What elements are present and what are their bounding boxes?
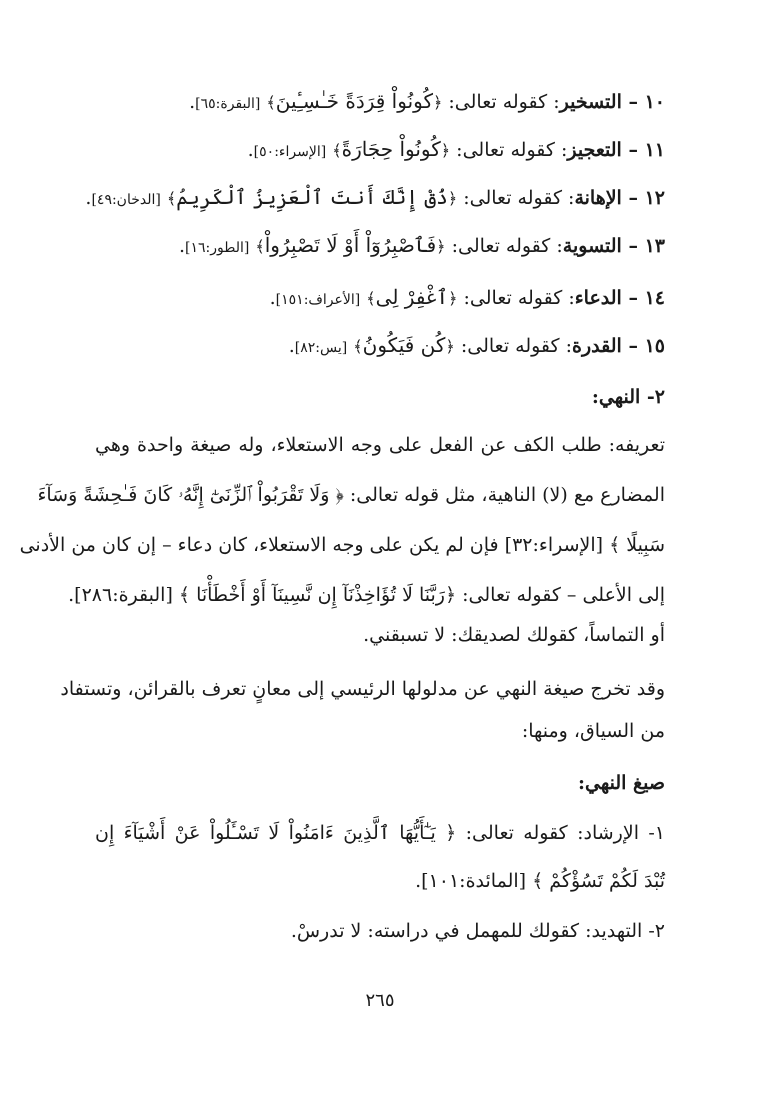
item-term: الدعاء [574, 287, 622, 309]
item-term: الإهانة [574, 187, 622, 209]
definition-line: تعريفه: طلب الكف عن الفعل على وجه الاستعلاء، وله صيغة واحدة وهي [95, 434, 665, 456]
list-item: ١١ – التعجيز: كقوله تعالى: ﴿كُونُواْ حِجَارَةً﴾ [الإسراء:٥٠]. [247, 137, 665, 161]
item-term: القدرة [572, 335, 622, 357]
item-intro: : كقوله تعالى: [457, 187, 575, 209]
section-heading: ٢- النهي: [591, 386, 665, 408]
verse-reference: [الإسراء:٥٠] [253, 144, 327, 160]
verse-reference: [الأعراف:١٥١] [275, 292, 361, 308]
page-number: ٢٦٥ [365, 990, 395, 1011]
item-number: ١٢ [644, 187, 665, 209]
item-number: ١٠ [644, 91, 665, 113]
definition-line: سَبِيلًا ﴾ [الإسراء:٣٢] فإن لم يكن على وجه الاستعلاء، كان دعاء – إن كان من الأدنى [19, 534, 665, 556]
definition-line: إلى الأعلى – كقوله تعالى: ﴿رَبَّنَا لَا تُؤَاخِذْنَآ إِن نَّسِينَآ أَوْ أَخْطَأْنَا ﴾ [البقرة:٢٨٦]. [68, 584, 665, 606]
subheading: صيغ النهي: [577, 772, 665, 794]
item-intro: : كقوله تعالى: [445, 235, 563, 257]
item-intro: : كقوله تعالى: [457, 287, 575, 309]
verse-reference: [يس:٨٢] [294, 340, 348, 356]
paragraph-line: من السياق، ومنها: [521, 720, 665, 742]
definition-line: المضارع مع (لا) الناهية، مثل قوله تعالى: ﴿ وَلَا تَقْرَبُواْ ٱلزِّنَىٰٓ إِنَّهُۥ كَانَ فَـٰحِشَةً وَسَآءَ [37, 484, 665, 506]
list-item: ١٥ – القدرة: كقوله تعالى: ﴿كُن فَيَكُونُ﴾ [يس:٨٢]. [288, 333, 665, 357]
verse-reference: [الدخان:٤٩] [91, 192, 161, 208]
item-number: ١٥ [644, 335, 665, 357]
form-line: ٢- التهديد: كقولك للمهمل في دراسته: لا تدرسْ. [290, 920, 665, 942]
definition-line: أو التماساً، كقولك لصديقك: لا تسبقني. [363, 624, 665, 646]
list-item: ١٣ – التسوية: كقوله تعالى: ﴿فَٱصْبِرُوٓاْ أَوْ لَا تَصْبِرُواْ﴾ [الطور:١٦]. [178, 233, 665, 257]
form-line: ١- الإرشاد: كقوله تعالى: ﴿ يَـٰٓأَيُّهَا ٱلَّذِينَ ءَامَنُواْ لَا تَسْـَٔلُواْ عَنْ أَشْيَآءَ إِن [95, 822, 665, 844]
item-intro: : كقوله تعالى: [450, 139, 568, 161]
item-intro: : كقوله تعالى: [454, 335, 573, 357]
item-number: ١١ [644, 139, 665, 161]
paragraph-line: وقد تخرج صيغة النهي عن مدلولها الرئيسي إلى معانٍ تعرف بالقرائن، وتستفاد [60, 678, 665, 700]
quran-verse: فَٱصْبِرُوٓاْ أَوْ لَا تَصْبِرُواْ [264, 233, 437, 257]
quran-verse: كُونُواْ قِرَدَةً خَـٰسِـِٔينَ [275, 89, 433, 113]
form-line: تُبْدَ لَكُمْ تَسُؤْكُمْ ﴾ [المائدة:١٠١]. [415, 870, 665, 892]
item-term: التسوية [562, 235, 622, 257]
page-body [19, 0, 665, 1104]
verse-reference: [البقرة:٦٥] [195, 96, 261, 112]
item-term: التعجيز [567, 139, 622, 161]
list-item: ١٤ – الدعاء: كقوله تعالى: ﴿ٱغْفِرْ لِى﴾ [الأعراف:١٥١]. [269, 285, 665, 309]
list-item: ١٢ – الإهانة: كقوله تعالى: ﴿ذُقْ إِنَّكَ أَنتَ ٱلْعَزِيزُ ٱلْكَرِيمُ﴾ [الدخان:٤٩]. [85, 185, 665, 209]
item-intro: : كقوله تعالى: [442, 91, 560, 113]
quran-verse: كُن فَيَكُونُ [362, 333, 446, 357]
quran-verse: ذُقْ إِنَّكَ أَنتَ ٱلْعَزِيزُ ٱلْكَرِيمُ [176, 185, 448, 209]
quran-verse: كُونُواْ حِجَارَةً [341, 137, 441, 161]
item-number: ١٤ [644, 287, 665, 309]
item-number: ١٣ [644, 235, 665, 257]
verse-reference: [الطور:١٦] [184, 240, 250, 256]
list-item: ١٠ – التسخير: كقوله تعالى: ﴿كُونُواْ قِرَدَةً خَـٰسِـِٔينَ﴾ [البقرة:٦٥]. [189, 89, 665, 113]
quran-verse: ٱغْفِرْ لِى [375, 285, 449, 309]
item-term: التسخير [559, 91, 622, 113]
